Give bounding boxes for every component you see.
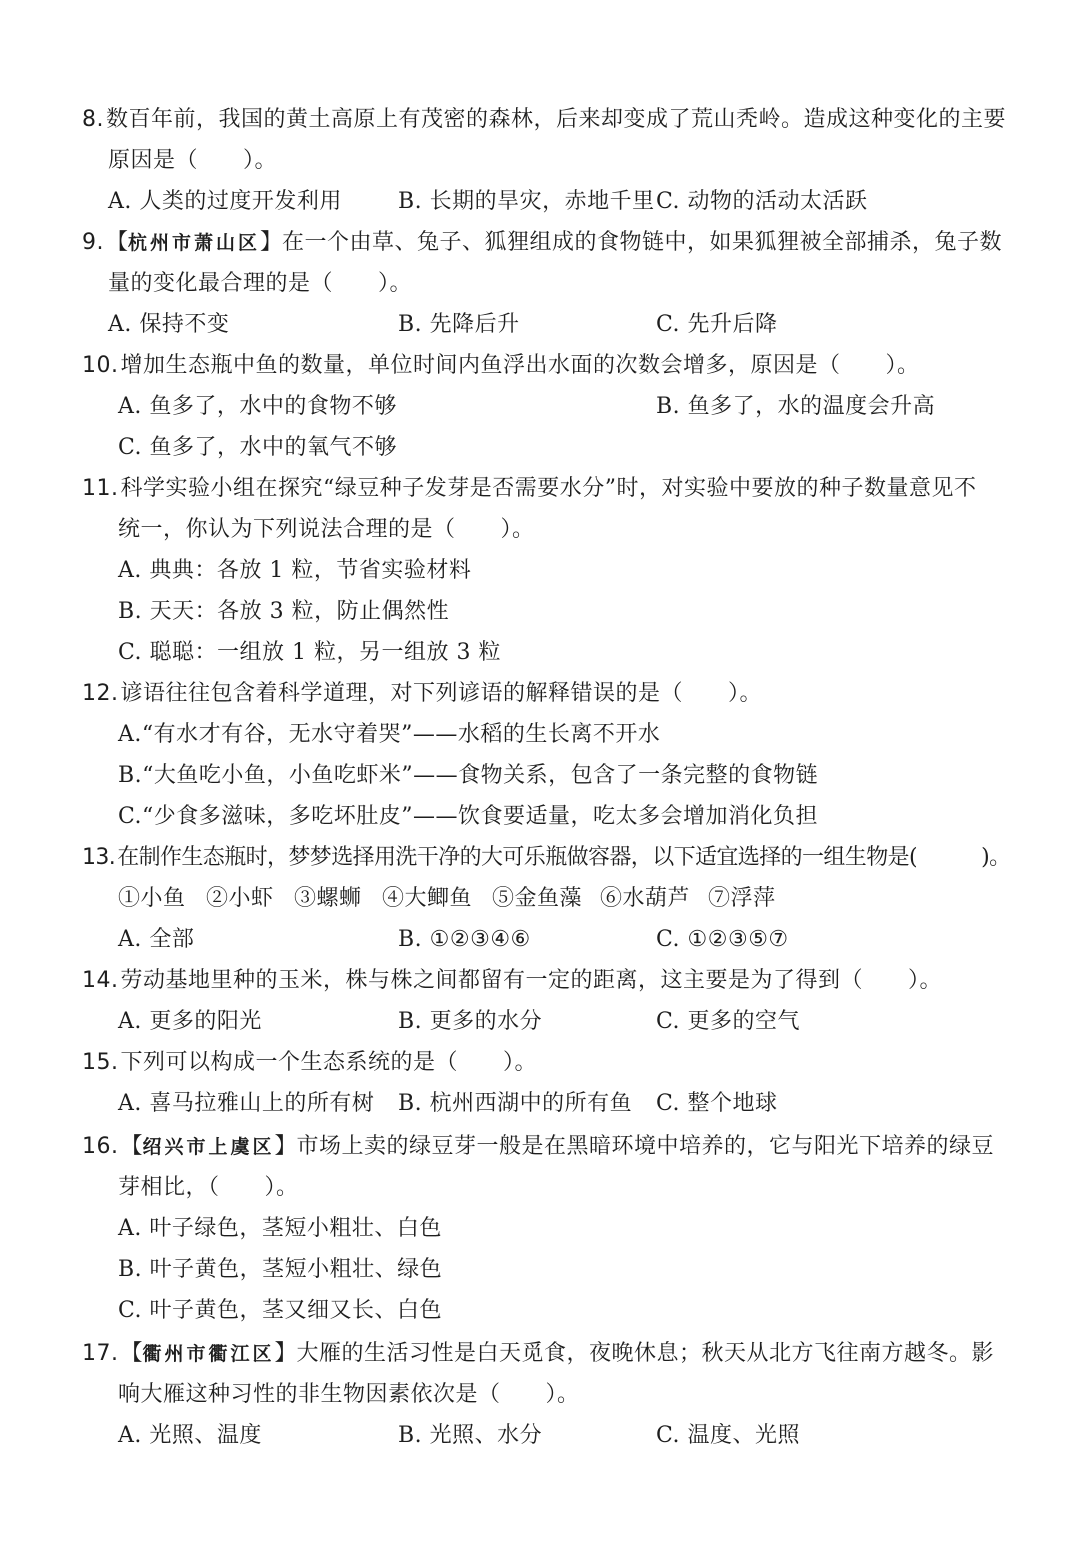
option-c: C. 更多的空气 [656, 1009, 801, 1034]
question-number: 17. [82, 1341, 119, 1366]
question-9-line2: 量的变化最合理的是（ ）。 [108, 271, 413, 296]
question-text: 科学实验小组在探究“绿豆种子发芽是否需要水分”时，对实验中要放的种子数量意见不 [120, 476, 977, 501]
option-c: C. 整个地球 [656, 1091, 778, 1116]
question-text: 市场上卖的绿豆芽一般是在黑暗环境中培养的，它与阳光下培养的绿豆 [296, 1134, 995, 1159]
option-b: B. 更多的水分 [398, 1009, 543, 1034]
option-a: A. 保持不变 [108, 312, 230, 337]
question-number: 10. [82, 353, 119, 378]
region-tag: 【衢州市衢江区】 [120, 1341, 297, 1366]
option-b: B. 鱼多了，水的温度会升高 [656, 394, 936, 419]
question-number: 9. [82, 230, 104, 255]
question-text: 大雁的生活习性是白天觅食，夜晚休息；秋天从北方飞往南方越冬。影 [296, 1341, 995, 1366]
option-a: A. 鱼多了，水中的食物不够 [118, 394, 397, 419]
option-a: A. 全部 [118, 927, 195, 952]
organism-item: ④大鲫鱼 [382, 886, 473, 911]
question-text: 下列可以构成一个生态系统的是（ ）。 [120, 1050, 538, 1075]
option-b: B. 长期的旱灾，赤地千里 [398, 189, 655, 214]
question-9-line1 [82, 228, 1002, 258]
option-a: A. 更多的阳光 [118, 1009, 262, 1034]
option-c: C.“少食多滋味，多吃坏肚皮”——饮食要适量，吃太多会增加消化负担 [118, 804, 819, 829]
organism-item: ⑤金鱼藻 [492, 886, 583, 911]
organism-item: ⑥水葫芦 [600, 886, 691, 911]
organism-item: ③螺蛳 [294, 886, 362, 911]
question-17-line1 [82, 1339, 994, 1369]
option-b: B. 天天：各放 3 粒，防止偶然性 [118, 599, 450, 624]
option-a: A. 喜马拉雅山上的所有树 [118, 1091, 375, 1116]
option-c: C. 鱼多了，水中的氧气不够 [118, 435, 398, 460]
question-number: 12. [82, 681, 119, 706]
option-a: A.“有水才有谷，无水守着哭”——水稻的生长离不开水 [118, 722, 661, 747]
option-b: B. 叶子黄色，茎短小粗壮、绿色 [118, 1257, 443, 1282]
option-b: B.“大鱼吃小鱼，小鱼吃虾米”——食物关系，包含了一条完整的食物链 [118, 763, 819, 788]
option-b: B. ①②③④⑥ [398, 927, 531, 952]
question-11-line1 [82, 474, 977, 504]
option-b: B. 先降后升 [398, 312, 520, 337]
region-tag: 【绍兴市上虞区】 [120, 1134, 297, 1159]
option-c: C. 动物的活动太活跃 [656, 189, 868, 214]
question-text: 增加生态瓶中鱼的数量，单位时间内鱼浮出水面的次数会增多，原因是（ ）。 [120, 353, 920, 378]
question-10-line1 [82, 351, 920, 381]
option-b: B. 杭州西湖中的所有鱼 [398, 1091, 633, 1116]
organism-item: ⑦浮萍 [708, 886, 776, 911]
question-13-line1 [82, 843, 1011, 873]
option-a: A. 光照、温度 [118, 1423, 262, 1448]
question-number: 16. [82, 1134, 119, 1159]
question-text: 谚语往往包含着科学道理，对下列谚语的解释错误的是（ ）。 [120, 681, 763, 706]
question-text: 在一个由草、兔子、狐狸组成的食物链中，如果狐狸被全部捕杀，兔子数 [282, 230, 1003, 255]
question-8-line2: 原因是（ ）。 [108, 148, 278, 173]
question-number: 14. [82, 968, 119, 993]
question-text: 在制作生态瓶时，梦梦选择用洗干净的大可乐瓶做容器，以下适宜选择的一组生物是( )。 [117, 845, 1011, 870]
organism-item: ①小鱼 [118, 886, 186, 911]
option-c: C. 温度、光照 [656, 1423, 801, 1448]
option-a: A. 人类的过度开发利用 [108, 189, 342, 214]
question-16-line1 [82, 1132, 994, 1162]
question-text: 数百年前，我国的黄土高原上有茂密的森林，后来却变成了荒山秃岭。造成这种变化的主要 [106, 107, 1007, 132]
question-number: 13. [82, 845, 116, 870]
option-c: C. 先升后降 [656, 312, 778, 337]
question-text: 劳动基地里种的玉米，株与株之间都留有一定的距离，这主要是为了得到（ ）。 [120, 968, 943, 993]
option-c: C. ①②③⑤⑦ [656, 927, 789, 952]
option-a: A. 典典：各放 1 粒，节省实验材料 [118, 558, 472, 583]
question-number: 15. [82, 1050, 119, 1075]
question-14-line1 [82, 966, 942, 996]
region-tag: 【杭州市萧山区】 [106, 230, 283, 255]
option-c: C. 聪聪：一组放 1 粒，另一组放 3 粒 [118, 640, 502, 665]
question-12-line1 [82, 679, 762, 709]
option-c: C. 叶子黄色，茎又细又长、白色 [118, 1298, 443, 1323]
option-b: B. 光照、水分 [398, 1423, 543, 1448]
question-number: 8. [82, 107, 104, 132]
question-11-line2: 统一，你认为下列说法合理的是（ ）。 [118, 517, 535, 542]
question-8-line1 [82, 105, 1006, 135]
question-number: 11. [82, 476, 119, 501]
question-15-line1 [82, 1048, 537, 1078]
question-16-line2: 芽相比，（ ）。 [118, 1175, 299, 1200]
option-a: A. 叶子绿色，茎短小粗壮、白色 [118, 1216, 442, 1241]
question-17-line2: 响大雁这种习性的非生物因素依次是（ ）。 [118, 1382, 580, 1407]
organism-item: ②小虾 [206, 886, 274, 911]
